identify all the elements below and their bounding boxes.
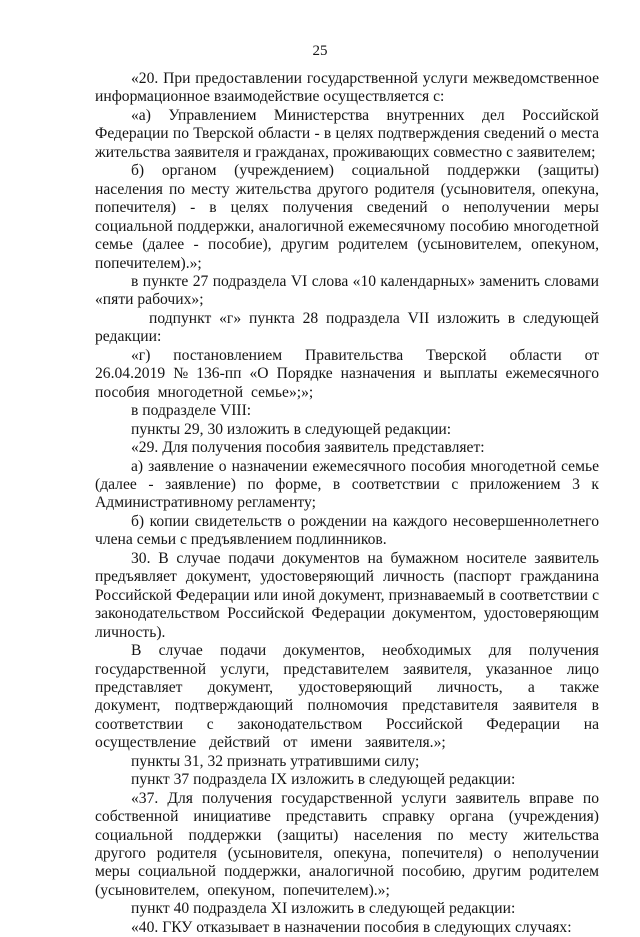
paragraph-29-a: а) заявление о назначении ежемесячного пособия многодетной семье (далее - заявление) по форме, в соответствии с приложением 3 к Административному регламенту;: [95, 457, 599, 512]
paragraph-30: 30. В случае подачи документов на бумажном носителе заявитель предъявляет документ, удостоверяющий личность (паспорт гражданина Российской Федерации или иной документ, признаваемый в соответствии с законодательством Российской Федерации документом, удостоверяющим личность).: [95, 549, 599, 641]
paragraph-30-representative: В случае подачи документов, необходимых для получения государственной услуги, представителем заявителя, указанное лицо представляет документ, удостоверяющий личность, а также документ, подтверждающий полномочия представителя заявителя в соответствии с законодательством Российской Федерации на осуществление действий от имени заявителя.»;: [95, 642, 599, 752]
paragraph-28-g: «г) постановлением Правительства Тверской области от 26.04.2019 № 136-пп «О Порядке назначения и выплаты ежемесячного пособия многодетной семье»;»;: [95, 346, 599, 401]
paragraph-items-31-32: пункты 31, 32 признать утратившими силу;: [131, 752, 420, 770]
paragraph-item-28: подпункт «г» пункта 28 подраздела VII изложить в следующей редакции:: [95, 309, 599, 346]
paragraph-29-b: б) копии свидетельств о рождении на каждого несовершеннолетнего члена семьи с предъявлением подлинников.: [95, 512, 599, 549]
page-number: 25: [312, 43, 328, 59]
paragraph-20-a: «а) Управлением Министерства внутренних дел Российской Федерации по Тверской области - в целях подтверждения сведений о места жительства заявителя и гражданах, проживающих совместно с заявителем;: [95, 106, 599, 161]
paragraph-item-27: в пункте 27 подраздела VI слова «10 календарных» заменить словами «пяти рабочих»;: [95, 272, 599, 309]
document-body: [95, 70, 599, 937]
paragraph-section-viii: в подразделе VIII:: [131, 402, 252, 420]
paragraph-29-intro: «29. Для получения пособия заявитель представляет:: [131, 439, 485, 457]
paragraph-item-37: пункт 37 подраздела IX изложить в следующей редакции:: [131, 771, 516, 789]
paragraph-40: «40. ГКУ отказывает в назначении пособия в следующих случаях:: [131, 918, 572, 936]
paragraph-37: «37. Для получения государственной услуги заявитель вправе по собственной инициативе представить справку органа (учреждения) социальной поддержки (защиты) населения по месту жительства другого родителя (усыновителя, опекуна, попечителя) о неполучении меры социальной поддержки, аналогичной пособию, другим родителем (усыновителем, опекуном, попечителем).»;: [95, 789, 599, 899]
paragraph-20-b: б) органом (учреждением) социальной поддержки (защиты) населения по месту жительства другого родителя (усыновителя, опекуна, попечителя) - в целях получения сведений о неполучении меры социальной поддержки, аналогичной ежемесячному пособию многодетной семье (далее - пособие), другим родителем (усыновителем, опекуном, попечителем).»;: [95, 162, 599, 272]
paragraph-items-29-30: пункты 29, 30 изложить в следующей редакции:: [131, 420, 452, 438]
paragraph-20-intro: «20. При предоставлении государственной услуги межведомственное информационное взаимодействие осуществляется с:: [95, 70, 599, 106]
paragraph-item-40: пункт 40 подраздела XI изложить в следующей редакции:: [131, 900, 516, 918]
